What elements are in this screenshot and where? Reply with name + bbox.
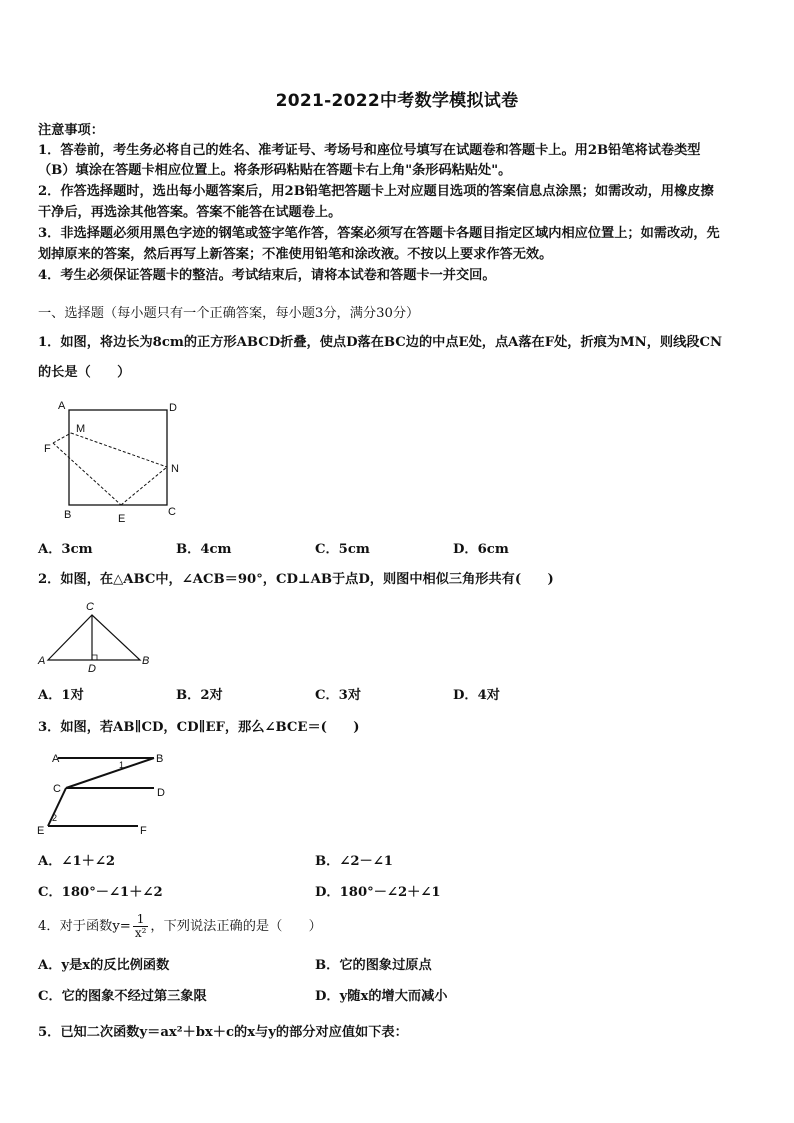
notice-line: 2．作答选择题时，选出每小题答案后，用2B铅笔把答题卡上对应题目选项的答案信息点涂黑；如需改动，用橡皮擦: [38, 184, 714, 199]
label-f: F: [140, 825, 147, 837]
label-a: A: [58, 400, 66, 412]
label-a: A: [52, 753, 60, 765]
label-b: B: [156, 753, 164, 765]
q2-option-b[interactable]: B．2对: [176, 688, 223, 703]
q2-option-a[interactable]: A．1对: [38, 688, 84, 703]
q4-option-c[interactable]: C．它的图象不经过第三象限: [38, 989, 207, 1004]
section-heading: 一、选择题（每小题只有一个正确答案，每小题3分，满分30分）: [38, 306, 420, 321]
notice-line: （B）填涂在答题卡相应位置上。将条形码粘贴在答题卡右上角"条形码粘贴处"。: [38, 163, 512, 178]
label-d: D: [88, 663, 96, 675]
angle-2-label: 2: [52, 813, 58, 823]
label-e: E: [118, 513, 126, 525]
notice-line: 干净后，再选涂其他答案。答案不能答在试题卷上。: [38, 205, 342, 220]
q2-option-c[interactable]: C．3对: [315, 688, 362, 703]
question-3-figure: [36, 748, 166, 840]
notice-line: 3．非选择题必须用黑色字迹的钢笔或签字笔作答，答案必须写在答题卡各题目指定区域内相应位置上；如需改动，先: [38, 226, 720, 241]
fold-line-mn: [71, 433, 167, 467]
label-c: C: [86, 601, 94, 613]
label-n: N: [171, 463, 179, 475]
question-1-figure: [40, 395, 200, 525]
question-2-text: 2．如图，在△ABC中，∠ACB＝90°，CD⊥AB于点D，则图中相似三角形共有( ): [38, 572, 554, 587]
label-d: D: [157, 787, 165, 799]
q1-option-a[interactable]: A．3cm: [38, 542, 93, 557]
q1-option-b[interactable]: B．4cm: [176, 542, 232, 557]
label-b: B: [142, 655, 150, 667]
label-c: C: [168, 506, 176, 518]
q3-option-d[interactable]: D．180°－∠2＋∠1: [315, 885, 441, 900]
q3-option-c[interactable]: C．180°－∠1＋∠2: [38, 885, 163, 900]
q1-option-c[interactable]: C．5cm: [315, 542, 370, 557]
label-b: B: [64, 509, 72, 521]
question-4-text: [38, 912, 322, 942]
question-2-figure: [36, 600, 156, 675]
notice-line: 1．答卷前，考生务必将自己的姓名、准考证号、考场号和座位号填写在试题卷和答题卡上。用2B铅笔将试卷类型: [38, 143, 701, 158]
q4-fraction-numerator: 1: [133, 913, 149, 927]
fold-line-fm: [53, 433, 71, 443]
question-1-text-cont: 的长是（ ）: [38, 365, 131, 380]
label-c: C: [53, 783, 61, 795]
q4-prefix: 4．对于函数y=: [38, 919, 131, 934]
question-3-text: 3．如图，若AB∥CD，CD∥EF，那么∠BCE＝( ): [38, 720, 360, 735]
q4-fraction: [133, 913, 149, 940]
q3-option-a[interactable]: A．∠1＋∠2: [38, 854, 116, 869]
q4-fraction-denominator: x²: [134, 926, 147, 940]
q2-option-d[interactable]: D．4对: [453, 688, 500, 703]
notice-line: 4．考生必须保证答题卡的整洁。考试结束后，请将本试卷和答题卡一并交回。: [38, 268, 496, 283]
q4-option-a[interactable]: A．y是x的反比例函数: [38, 958, 170, 973]
page-title: 2021-2022中考数学模拟试卷: [275, 91, 519, 111]
label-e: E: [37, 825, 45, 837]
right-angle-mark: [92, 655, 97, 660]
question-1-text: 1．如图，将边长为8cm的正方形ABCD折叠，使点D落在BC边的中点E处，点A落在F处，折痕为MN，则线段CN: [38, 335, 722, 350]
triangle-abc: [48, 615, 140, 660]
label-d: D: [169, 402, 177, 414]
notice-heading: 注意事项：: [38, 123, 104, 138]
fold-line-en: [121, 467, 167, 505]
angle-1-label: 1: [119, 760, 125, 770]
label-m: M: [76, 423, 86, 435]
notice-line: 划掉原来的答案，然后再写上新答案；不准使用铅笔和涂改液。不按以上要求作答无效。: [38, 247, 553, 262]
fold-line-fe: [53, 443, 121, 505]
q4-option-b[interactable]: B．它的图象过原点: [315, 958, 432, 973]
question-5-text: 5．已知二次函数y＝ax²＋bx＋c的x与y的部分对应值如下表：: [38, 1025, 408, 1040]
q3-option-b[interactable]: B．∠2－∠1: [315, 854, 393, 869]
segment-bc: [66, 758, 154, 788]
q4-option-d[interactable]: D．y随x的增大而减小: [315, 989, 448, 1004]
label-f: F: [44, 443, 51, 455]
q4-suffix: ，下列说法正确的是（ ）: [150, 919, 322, 934]
q1-option-d[interactable]: D．6cm: [453, 542, 509, 557]
label-a: A: [38, 655, 46, 667]
